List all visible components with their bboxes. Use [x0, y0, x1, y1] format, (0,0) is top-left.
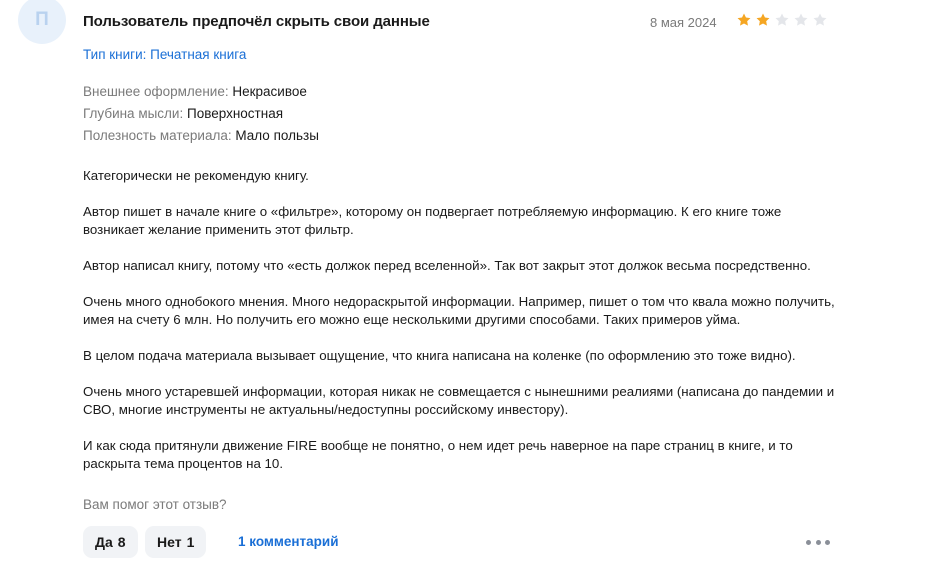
- param-design: [83, 81, 319, 103]
- review-paragraph: Автор написал книгу, потому что «есть должок перед вселенной». Так вот закрыт этот должок весьма посредственно.: [83, 258, 811, 273]
- param-usefulness: [83, 125, 319, 147]
- star-empty-icon: [793, 12, 809, 28]
- review-params: [83, 81, 319, 147]
- vote-no-label: Нет: [157, 534, 182, 550]
- dot: [825, 540, 830, 545]
- review-author: Пользователь предпочёл скрыть свои данные: [83, 13, 430, 30]
- avatar: П: [18, 0, 66, 44]
- review-paragraph: Автор пишет в начале книге о «фильтре», которому он подвергает потребляемую информацию. К его книге тоже возникает желание применить этот фильтр.: [83, 204, 782, 237]
- review-paragraph: Очень много однобокого мнения. Много недораскрытой информации. Например, пишет о том что квала можно получить, имея на счету 6 млн. Но получить его можно еще несколькими другими способами. Таких примеров уйма.: [83, 294, 835, 327]
- helpful-question: Вам помог этот отзыв?: [83, 497, 227, 512]
- rating-stars: [736, 12, 828, 28]
- comments-link[interactable]: 1 комментарий: [238, 534, 339, 549]
- param-label: Внешнее оформление:: [83, 84, 229, 99]
- param-label: Полезность материала:: [83, 128, 232, 143]
- book-type: Тип книги: Печатная книга: [83, 47, 247, 62]
- vote-yes-count: 8: [117, 534, 126, 550]
- star-filled-icon: [755, 12, 771, 28]
- review-paragraph: В целом подача материала вызывает ощущение, что книга написана на коленке (по оформлению это тоже видно).: [83, 348, 796, 363]
- dot: [816, 540, 821, 545]
- vote-yes-label: Да: [95, 534, 113, 550]
- review-text: [83, 167, 843, 491]
- param-value: Поверхностная: [187, 106, 284, 121]
- vote-yes-button[interactable]: [83, 526, 138, 558]
- vote-no-button[interactable]: [145, 526, 206, 558]
- review-paragraph: Категорически не рекомендую книгу.: [83, 168, 309, 183]
- vote-no-count: 1: [186, 534, 195, 550]
- star-empty-icon: [812, 12, 828, 28]
- review-paragraph: Очень много устаревшей информации, которая никак не совмещается с нынешними реалиями (написана до пандемии и СВО, многие инструменты не актуальны/недоступны российскому инвестору).: [83, 384, 835, 417]
- review-paragraph: И как сюда притянули движение FIRE вообще не понятно, о нем идет речь наверное на паре страниц в книге, и то раскрыта тема процентов на 10.: [83, 438, 793, 471]
- star-empty-icon: [774, 12, 790, 28]
- param-depth: [83, 103, 319, 125]
- param-value: Мало пользы: [235, 128, 319, 143]
- more-options-icon[interactable]: [806, 533, 830, 551]
- review-date: 8 мая 2024: [650, 15, 717, 30]
- star-filled-icon: [736, 12, 752, 28]
- param-label: Глубина мысли:: [83, 106, 184, 121]
- dot: [806, 540, 811, 545]
- param-value: Некрасивое: [232, 84, 307, 99]
